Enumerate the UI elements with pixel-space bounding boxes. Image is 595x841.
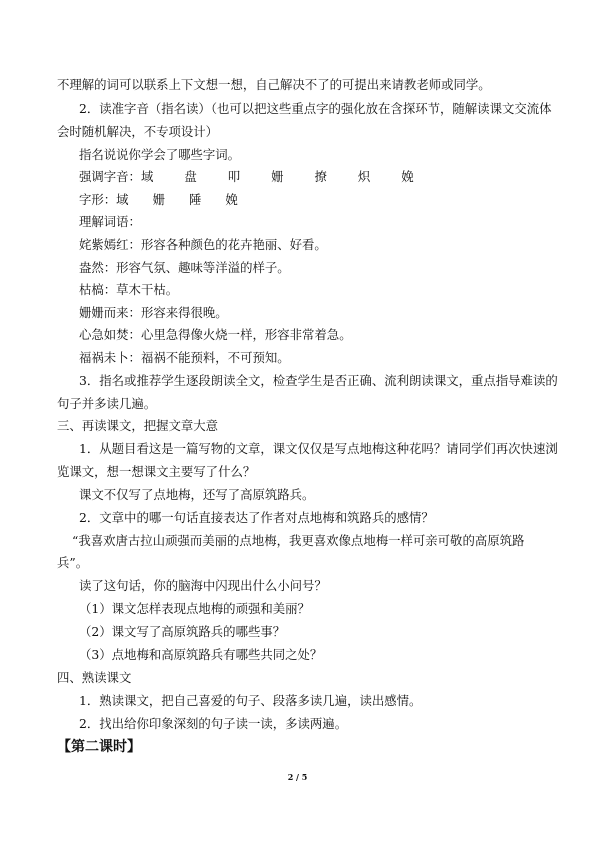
text-line: “我喜欢唐古拉山顽强而美丽的点地梅，我更喜欢像点地梅一样可亲可敬的高原筑路 bbox=[72, 533, 525, 548]
page-number: 2 / 5 bbox=[287, 772, 308, 782]
text-line: 心急如焚：心里急得像火烧一样，形容非常着急。 bbox=[79, 327, 352, 342]
char: 姗 bbox=[152, 192, 165, 207]
text-line: 览课文，想一想课文主要写了什么？ bbox=[57, 464, 256, 479]
text-line: 3．指名或推荐学生逐段朗读全文，检查学生是否正确、流利朗读课文，重点指导难读的 bbox=[79, 373, 558, 388]
pronunciation-row bbox=[79, 169, 414, 185]
text-line: 枯槁：草木干枯。 bbox=[79, 282, 179, 297]
text-line: 1．熟读课文，把自己喜爱的句子、段落多读几遍，读出感情。 bbox=[79, 693, 422, 708]
text-line: 读了这句话，你的脑海中闪现出什么小问号？ bbox=[79, 578, 327, 593]
row-label: 强调字音： bbox=[79, 169, 141, 184]
text-line: 姗姗而来：形容来得很晚。 bbox=[79, 305, 228, 320]
form-row bbox=[79, 192, 238, 208]
char: 叩 bbox=[227, 169, 241, 184]
char: 盘 bbox=[184, 169, 197, 184]
section-title: 三、再读课文，把握文章大意 bbox=[57, 418, 219, 433]
row-label: 字形： bbox=[79, 192, 117, 207]
text-line: （1）课文怎样表现点地梅的顽强和美丽？ bbox=[79, 601, 310, 616]
char: 炽 bbox=[357, 169, 371, 184]
text-line: 不理解的词可以联系上下文想一想，自己解决不了的可提出来请教老师或同学。 bbox=[57, 77, 491, 92]
section-title: 四、熟读课文 bbox=[57, 670, 132, 685]
text-line: 理解词语： bbox=[79, 214, 141, 229]
lesson-heading: 【第二课时】 bbox=[57, 739, 141, 755]
text-line: 姹紫嫣红：形容各种颜色的花卉艳丽、好看。 bbox=[79, 237, 327, 252]
text-line: （2）课文写了高原筑路兵的哪些事？ bbox=[79, 624, 286, 639]
char: 域 bbox=[140, 169, 154, 184]
char: 陲 bbox=[188, 192, 202, 207]
text-line: 2．找出给你印象深刻的句子读一读，多读两遍。 bbox=[79, 716, 348, 731]
text-line: 2．读准字音（指名读）（也可以把这些重点字的强化放在含探环节，随解读课文交流体 bbox=[79, 101, 552, 116]
text-line: 兵”。 bbox=[57, 555, 89, 570]
text-line: （3）点地梅和高原筑路兵有哪些共同之处？ bbox=[79, 647, 323, 662]
char: 姗 bbox=[271, 169, 284, 184]
text-line: 2．文章中的哪一句话直接表达了作者对点地梅和筑路兵的感情？ bbox=[79, 510, 434, 525]
text-line: 指名说说你学会了哪些字词。 bbox=[79, 147, 241, 162]
char: 娩 bbox=[401, 169, 414, 184]
char: 撩 bbox=[314, 169, 327, 184]
char: 娩 bbox=[225, 192, 238, 207]
text-line: 句子并多读几遍。 bbox=[57, 396, 157, 411]
text-line: 课文不仅写了点地梅，还写了高原筑路兵。 bbox=[79, 487, 315, 502]
char: 域 bbox=[116, 192, 129, 207]
text-line: 会时随机解决，不专项设计） bbox=[57, 124, 219, 139]
text-line: 福祸未卜：福祸不能预料，不可预知。 bbox=[79, 350, 290, 365]
text-line: 1．从题目看这是一篇写物的文章，课文仅仅是写点地梅这种花吗？请同学们再次快速浏 bbox=[79, 441, 558, 456]
text-line: 盎然：形容气氛、趣味等洋溢的样子。 bbox=[79, 260, 290, 275]
